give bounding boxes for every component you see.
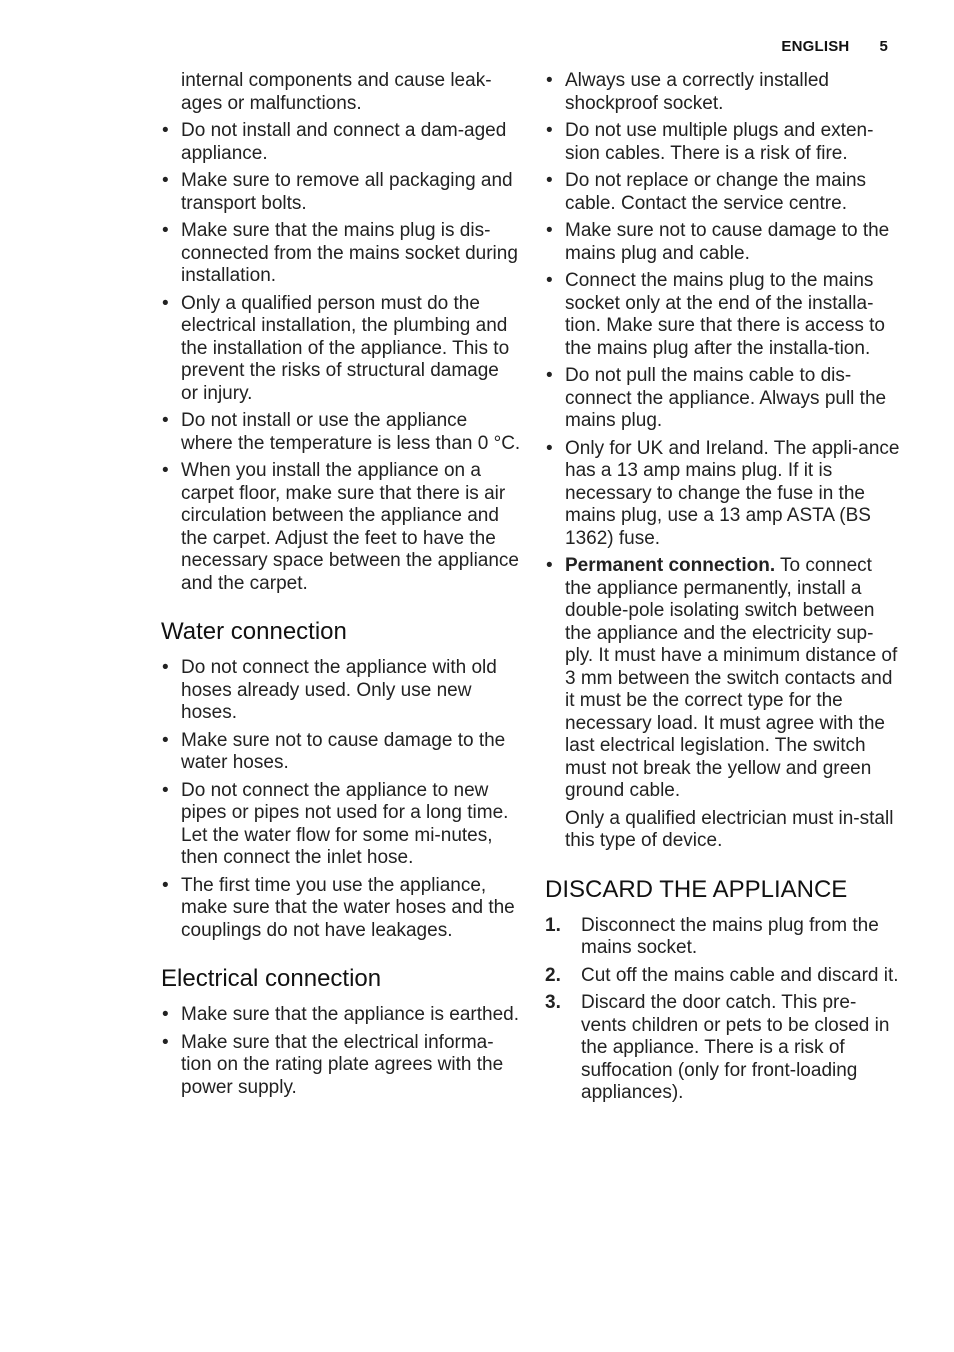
list-item: • Make sure that the mains plug is dis-connected from the mains socket during installation. bbox=[161, 220, 521, 288]
list-item: • When you install the appliance on a carpet floor, make sure that there is air circulation between the appliance and the carpet. Adjust the feet to have the necessary space between the appliance and the carpet. bbox=[161, 460, 521, 595]
water-connection-heading: Water connection bbox=[161, 618, 347, 645]
list-item: • Do not pull the mains cable to dis-connect the appliance. Always pull the mains plug. bbox=[545, 365, 900, 433]
step-number: 2. bbox=[545, 964, 561, 986]
step-number: 3. bbox=[545, 992, 561, 1013]
electrical-connection-heading: Electrical connection bbox=[161, 965, 382, 992]
list-item: • Do not use multiple plugs and exten-sion cables. There is a risk of fire. bbox=[545, 120, 900, 165]
step-item bbox=[545, 992, 900, 1105]
permanent-connection-label: Permanent connection. bbox=[565, 555, 776, 576]
language-label: ENGLISH bbox=[781, 38, 850, 55]
list-item: • Do not replace or change the mains cable. Contact the service centre. bbox=[545, 170, 900, 215]
electrical-connection-list bbox=[161, 1004, 521, 1099]
right-column bbox=[545, 70, 900, 1110]
list-item: • The first time you use the appliance, make sure that the water hoses and the couplings do not have leakages. bbox=[161, 875, 521, 943]
list-item: • Make sure that the electrical informa-tion on the rating plate agrees with the power supply. bbox=[161, 1032, 521, 1100]
continued-text: internal components and cause leak-ages or malfunctions. bbox=[181, 70, 492, 114]
list-item: • Do not connect the appliance with old hoses already used. Only use new hoses. bbox=[161, 657, 521, 725]
list-item: • Make sure not to cause damage to the mains plug and cable. bbox=[545, 220, 900, 265]
list-item: • Make sure that the appliance is earthed. bbox=[161, 1004, 521, 1027]
water-connection-list bbox=[161, 657, 521, 942]
step-item bbox=[545, 915, 900, 960]
list-item: • Only for UK and Ireland. The appli-ance has a 13 amp mains plug. If it is necessary to change the fuse in the mains plug, use a 13 amp ASTA (BS 1362) fuse. bbox=[545, 438, 900, 551]
list-item: • Always use a correctly installed shockproof socket. bbox=[545, 70, 900, 115]
step-text: Cut off the mains cable and discard it. bbox=[581, 964, 899, 986]
step-item bbox=[545, 965, 900, 988]
discard-steps bbox=[545, 915, 900, 1105]
list-item: • Make sure to remove all packaging and transport bolts. bbox=[161, 170, 521, 215]
list-item: • Only a qualified person must do the electrical installation, the plumbing and the installation of the appliance. This to prevent the risks of structural damage or injury. bbox=[161, 293, 521, 406]
step-text: Disconnect the mains plug from the mains socket. bbox=[581, 914, 879, 958]
discard-heading: DISCARD THE APPLIANCE bbox=[545, 875, 848, 903]
left-column bbox=[161, 70, 521, 1104]
list-item: • Make sure not to cause damage to the water hoses. bbox=[161, 730, 521, 775]
installation-list bbox=[161, 120, 521, 595]
page-header bbox=[781, 38, 888, 55]
list-item: • Connect the mains plug to the mains socket only at the end of the installa-tion. Make sure that there is access to the mains plug after the installa-tion. bbox=[545, 270, 900, 360]
electrician-note: Only a qualified electrician must in-stall this type of device. bbox=[565, 807, 894, 851]
list-item: • Do not install or use the appliance where the temperature is less than 0 °C. bbox=[161, 410, 521, 455]
list-item-permanent-connection bbox=[545, 555, 900, 803]
permanent-connection-text: To connect the appliance permanently, install a double-pole isolating switch between the appliance and the electricity sup-ply. It must have a minimum distance of 3 mm between the switch contacts and it must be the correct type for the necessary load. It must agree with the last electrical legislation. The switch must not break the yellow and green ground cable. bbox=[565, 555, 898, 801]
list-item: • Do not connect the appliance to new pipes or pipes not used for a long time. Let the water flow for some mi-nutes, then connect the inlet hose. bbox=[161, 780, 521, 870]
step-text: Discard the door catch. This pre-vents children or pets to be closed in the appliance. There is a risk of suffocation (only for front-loading appliances). bbox=[581, 992, 890, 1103]
electrical-safety-list bbox=[545, 70, 900, 803]
step-number: 1. bbox=[545, 914, 561, 936]
page-number: 5 bbox=[879, 38, 888, 55]
list-item: • Do not install and connect a dam-aged appliance. bbox=[161, 120, 521, 165]
